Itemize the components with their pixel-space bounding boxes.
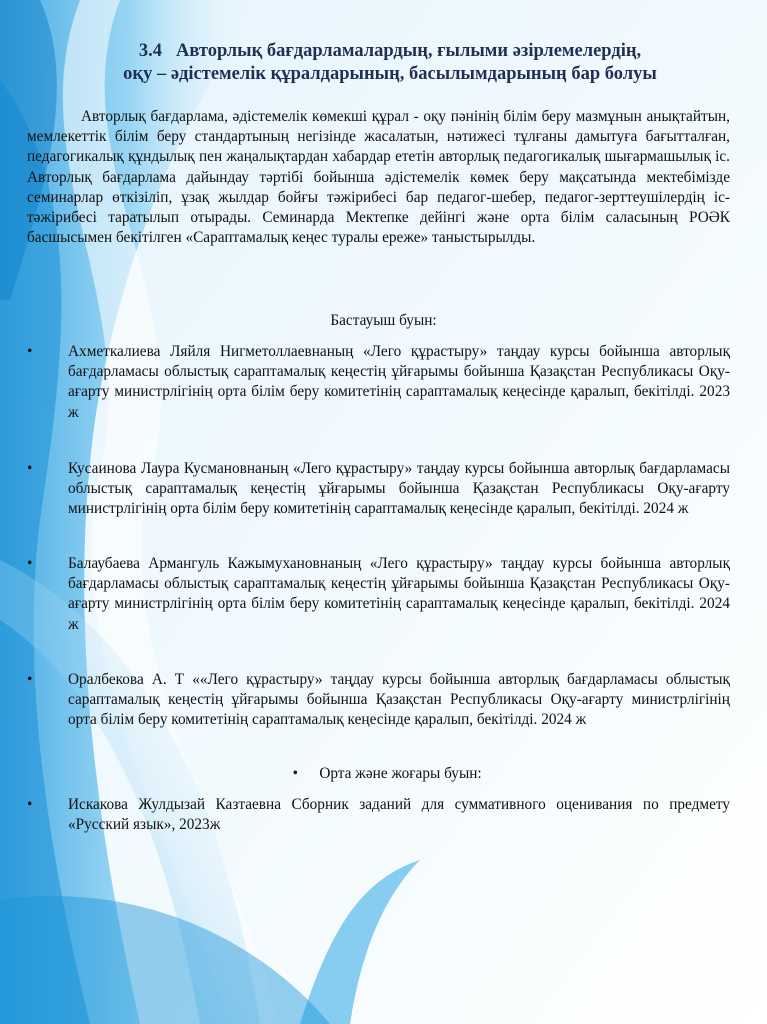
list-item-text: Ахметкалиева Ляйля Нигметоллаевнаның «Лего құрастыру» таңдау курсы бойынша авторлық бағдарламасы облыстық сараптамалық кеңестің ұйғарымы бойынша Қазақстан Республикасы Оқу-ағарту министрлігінің орта білім беру комитетінің сараптамалық кеңесінде қаралып, бекітілді. 2023 ж (68, 343, 730, 421)
secondary-heading: • Орта және жоғары буын: (0, 764, 767, 784)
title-line-2: оқу – әдістемелік құралдарының, басылымдарының бар болуы (123, 64, 657, 84)
list-item (27, 459, 730, 520)
bullet-icon: • (27, 343, 33, 360)
page-title (40, 40, 740, 86)
list-item-text: Балаубаева Армангуль Кажымухановнаның «Лего құрастыру» таңдау курсы бойынша авторлық бағдарламасы облыстық сараптамалық кеңестің ұйғарымы бойынша Қазақстан Республикасы Оқу-ағарту министрлігінің орта білім беру комитетінің сараптамалық кеңесінде қаралып, бекітілді. 2024 ж (68, 555, 730, 633)
bullet-icon: • (27, 555, 33, 572)
list-item (27, 670, 730, 731)
title-line-1: 3.4 Авторлық бағдарламалардың, ғылыми әзірлемелердің, (138, 41, 642, 61)
list-item (27, 795, 730, 835)
bullet-icon: • (27, 460, 33, 477)
bullet-icon: • (27, 796, 33, 813)
bullet-icon: • (27, 671, 33, 688)
list-item-text: Искакова Жулдызай Казтаевна Сборник заданий для суммативного оценивания по предмету «Русский язык», 2023ж (68, 796, 730, 834)
list-item-text: Кусаинова Лаура Кусмановнаның «Лего құрастыру» таңдау курсы бойынша авторлық бағдарламасы облыстық сараптамалық кеңестің ұйғарымы бойынша Қазақстан Республикасы Оқу-ағарту министрлігінің орта білім беру комитетінің сараптамалық кеңесінде қаралып, бекітілді. 2024 ж (68, 460, 730, 518)
list-item (27, 342, 730, 423)
list-item (27, 554, 730, 635)
list-item-text: Оралбекова А. Т ««Лего құрастыру» таңдау курсы бойынша авторлық бағдарламасы облыстық сараптамалық кеңестің ұйғарымы бойынша Қазақстан Республикасы Оқу-ағарту министрлігінің орта білім беру комитетінің сараптамалық кеңесінде қаралып, бекітілді. 2024 ж (68, 671, 730, 729)
intro-paragraph: Авторлық бағдарлама, әдістемелік көмекші құрал - оқу пәнінің білім беру мазмұнын анықтайтын, мемлекеттік білім беру стандартының негізінде жасалатын, нәтижесі тұлғаны дамытуға бағытталған, педагогикалық құндылық пен жаңалықтардан хабардар ететін авторлық педагогикалық шығармашылық іс. Авторлық бағдарлама дайындау тәртібі бойынша әдістемелік көмек беру мақсатында мектебімізде семинарлар өткізіліп, ұзақ жылдар бойғы тәжірибесі бар педагог-шебер, педагог-зерттеушілердің іс-тәжірибесі таратылып отырады. Семинарда Мектепке дейінгі және орта білім саласының РОӘК басшысымен бекітілген «Сараптамалық кеңес туралы ереже» таныстырылды. (27, 108, 730, 247)
bullet-icon: • (292, 765, 298, 782)
section-number: 3.4 (138, 41, 162, 61)
primary-heading: Бастауыш буын: (330, 312, 437, 329)
